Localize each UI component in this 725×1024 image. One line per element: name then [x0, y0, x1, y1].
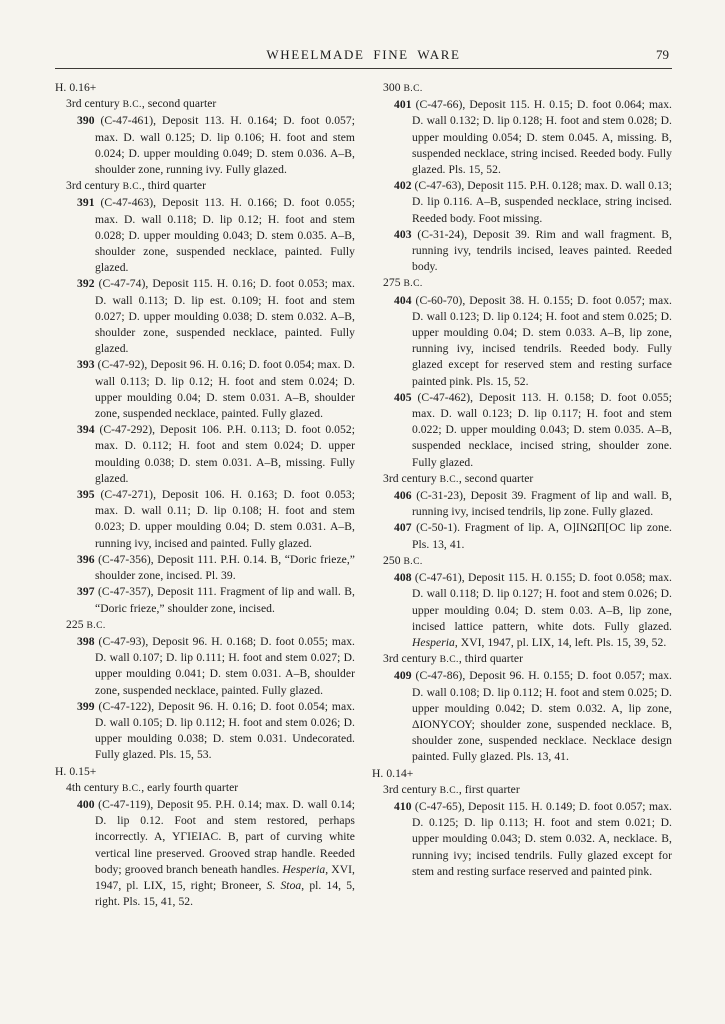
size-heading: H. 0.16+ — [55, 81, 97, 94]
entry-body: (C-31-24), Deposit 39. Rim and wall fragment. B, running ivy, tendrils incised, leaves painted. Reeded body. — [412, 227, 673, 274]
entry-number: 404 — [394, 293, 412, 307]
catalog-entry-396 — [55, 552, 355, 584]
entry-body: (C-47-462), Deposit 113. H. 0.158; D. foot 0.055; max. D. wall 0.123; D. lip 0.117; H. foot and stem 0.022; D. upper moulding 0.043; D. stem 0.035. A–B, suspended necklace, incised string, shoulder zone. Fully glazed. — [412, 390, 672, 469]
entry-body: (C-47-357), Deposit 111. Fragment of lip and wall. B, “Doric frieze,” shoulder zone, incised. — [95, 585, 356, 615]
date-heading: 250 B.C. — [383, 553, 423, 567]
date-heading: 3rd century B.C., third quarter — [66, 179, 206, 193]
catalog-entry-394 — [55, 422, 355, 487]
entry-body: (C-47-61), Deposit 115. H. 0.155; D. foot 0.058; max. D. wall 0.118; D. lip 0.127; H. foot and stem 0.026; D. upper moulding 0.04; D. stem 0.03. A–B, lip zone, incised lattice pattern, white dots. Fully glazed. Hesperia, XVI, 1947, pl. LIX, 14, left. Pls. 15, 39, 52. — [412, 571, 672, 649]
entry-body: (C-47-93), Deposit 96. H. 0.168; D. foot 0.055; max. D. wall 0.107; D. lip 0.111; H. foot and stem 0.027; D. upper moulding 0.041; D. stem 0.031. A–B, shoulder zone, suspended necklace, painted. Fully glazed. — [95, 634, 355, 697]
catalog-entry-400 — [55, 797, 355, 910]
entry-body: (C-47-86), Deposit 96. H. 0.155; D. foot 0.057; max. D. wall 0.108; D. lip 0.112; H. foot and stem 0.025; D. upper moulding 0.042; D. stem 0.032. A, lip zone, ΔΙΟΝΥCΟΥ; shoulder zone, suspended necklace. B, shoulder zone, suspended necklace. Necklace design painted. Fully glazed. Pls. 13, 41. — [412, 669, 672, 764]
date-heading: 3rd century B.C., first quarter — [383, 782, 520, 796]
catalog-entry-407 — [372, 520, 672, 552]
entry-number: 409 — [394, 669, 412, 683]
text-columns — [55, 80, 672, 910]
entry-number: 400 — [77, 797, 95, 811]
catalog-entry-408 — [372, 570, 672, 651]
catalog-entry-409 — [372, 668, 672, 765]
date-heading: 3rd century B.C., second quarter — [66, 97, 217, 111]
entry-number: 391 — [77, 196, 95, 210]
entry-number: 406 — [394, 489, 412, 503]
entry-body: (C-47-271), Deposit 106. H. 0.163; D. foot 0.053; max. D. wall 0.11; D. lip 0.108; H. foot and stem 0.023; D. upper moulding 0.04; D. stem 0.031. A–B, running ivy, incised and painted. Fully glazed. — [95, 488, 355, 550]
entry-number: 394 — [77, 423, 95, 437]
catalog-entry-397 — [55, 584, 355, 616]
entry-body: (C-47-63), Deposit 115. P.H. 0.128; max. D. wall 0.13; D. lip 0.116. A–B, suspended necklace, string incised. Reeded body. Foot missing. — [412, 179, 672, 225]
date-heading: 3rd century B.C., second quarter — [383, 471, 534, 485]
entry-number: 396 — [77, 552, 95, 566]
page-title: WHEELMADE FINE WARE — [266, 47, 461, 62]
entry-number: 407 — [394, 521, 412, 535]
catalog-entry-398 — [55, 634, 355, 699]
date-heading: 3rd century B.C., third quarter — [383, 652, 523, 666]
entry-number: 405 — [394, 390, 412, 404]
entry-body: (C-47-292), Deposit 106. P.H. 0.113; D. foot 0.052; max. D. 0.112; H. foot and stem 0.024; D. upper moulding 0.038; D. stem 0.031. A–B, missing. Fully glazed. — [95, 423, 355, 485]
entry-number: 395 — [77, 488, 95, 502]
catalog-entry-391 — [55, 195, 355, 276]
entry-body: (C-47-66), Deposit 115. H. 0.15; D. foot 0.064; max. D. wall 0.132; D. lip 0.128; H. foot and stem 0.028; D. upper moulding 0.054; D. stem 0.045. A, missing. B, suspended necklace, string incised. Reeded body. Fully glazed. Pls. 15, 52. — [412, 98, 673, 177]
entry-number: 397 — [77, 585, 95, 599]
catalog-entry-406 — [372, 488, 672, 520]
catalog-entry-395 — [55, 487, 355, 552]
size-heading: H. 0.15+ — [55, 764, 97, 778]
entry-number: 410 — [394, 799, 412, 813]
catalog-entry-401 — [372, 97, 672, 178]
catalog-entry-403 — [372, 227, 672, 276]
entry-number: 402 — [394, 179, 412, 193]
entry-body: (C-47-461), Deposit 113. H. 0.164; D. foot 0.057; max. D. wall 0.125; D. lip 0.106; H. foot and stem 0.024; D. upper moulding 0.049; D. stem 0.036. A–B, shoulder zone, running ivy. Fully glazed. — [95, 114, 355, 177]
entry-body: (C-47-122), Deposit 96. H. 0.16; D. foot 0.054; max. D. wall 0.105; D. lip 0.112; H. foot and stem 0.026; D. upper moulding 0.038; D. stem 0.031. Undecorated. Fully glazed. Pls. 15, 53. — [95, 699, 355, 762]
date-heading: 225 B.C. — [66, 617, 106, 631]
catalog-entry-402 — [372, 178, 672, 227]
running-head — [55, 47, 672, 64]
date-heading: 300 B.C. — [383, 81, 423, 94]
entry-body: (C-50-1). Fragment of lip. A, Ο]ΙΝΩΠ[ΟC lip zone. Pls. 13, 41. — [412, 521, 672, 551]
entry-number: 393 — [77, 358, 95, 372]
entry-body: (C-47-463), Deposit 113. H. 0.166; D. foot 0.055; max. D. wall 0.118; D. lip 0.12; H. foot and stem 0.028; D. upper moulding 0.043; D. stem 0.035. A–B, shoulder zone, suspended necklace, painted. Fully glazed. — [95, 196, 355, 275]
entry-body: (C-60-70), Deposit 38. H. 0.155; D. foot 0.057; max. D. wall 0.123; D. lip 0.124; H. foot and stem 0.025; D. upper moulding 0.04; D. stem 0.033. A–B, lip zone, running ivy, incised tendrils. Reeded body. Fully glazed except for reserved stem and resting surface painted pink. Pls. 15, 52. — [412, 293, 672, 388]
catalog-entry-399 — [55, 699, 355, 764]
catalog-entry-405 — [372, 390, 672, 471]
entry-number: 390 — [77, 114, 95, 128]
column-left — [55, 80, 355, 910]
date-heading: 4th century B.C., early fourth quarter — [66, 780, 239, 794]
entry-number: 399 — [77, 699, 95, 713]
catalog-entry-390 — [55, 113, 355, 178]
date-heading: 275 B.C. — [383, 276, 423, 290]
entry-number: 392 — [77, 277, 95, 291]
entry-number: 401 — [394, 98, 412, 112]
catalog-entry-404 — [372, 293, 672, 390]
catalog-entry-392 — [55, 276, 355, 357]
entry-number: 408 — [394, 571, 412, 585]
column-right — [372, 80, 672, 910]
page-number: 79 — [656, 47, 669, 62]
entry-body: (C-47-119), Deposit 95. P.H. 0.14; max. D. wall 0.14; D. lip 0.12. Foot and stem restored, perhaps incorrectly. A, ΥΓΙΕΙΑC. B, part of curving white vertical line preserved. Grooved strap handle. Reeded body; grooved branch beneath handles. Hesperia, XVI, 1947, pl. LIX, 15, right; Broneer, S. Stoa, pl. 14, 5, right. Pls. 15, 41, 52. — [95, 797, 355, 909]
entry-body: (C-47-65), Deposit 115. H. 0.149; D. foot 0.057; max. D. 0.125; D. lip 0.113; H. foot and stem 0.021; D. upper moulding 0.043; D. stem 0.032. A, necklace. B, running ivy; incised tendrils. Fully glazed except for stem and resting surface reserved and painted pink. — [412, 799, 672, 878]
size-heading: H. 0.14+ — [372, 766, 414, 780]
head-rule — [55, 68, 672, 69]
entry-number: 398 — [77, 634, 95, 648]
entry-body: (C-31-23), Deposit 39. Fragment of lip and wall. B, running ivy, incised tendrils, lip zone. Fully glazed. — [412, 489, 673, 519]
catalog-entry-393 — [55, 357, 355, 422]
entry-number: 403 — [394, 227, 412, 241]
entry-body: (C-47-356), Deposit 111. P.H. 0.14. B, “Doric frieze,” shoulder zone, incised. Pl. 39. — [95, 552, 355, 583]
entry-body: (C-47-92), Deposit 96. H. 0.16; D. foot 0.054; max. D. wall 0.113; D. lip 0.12; H. foot and stem 0.024; D. upper moulding 0.04; D. stem 0.031. A–B, shoulder zone, suspended necklace, painted. Fully glazed. — [95, 358, 355, 421]
entry-body: (C-47-74), Deposit 115. H. 0.16; D. foot 0.053; max. D. wall 0.113; D. lip est. 0.109; H. foot and stem 0.027; D. upper moulding 0.038; D. stem 0.032. A–B, shoulder zone, suspended necklace, painted. Fully glazed. — [95, 277, 356, 356]
catalog-entry-410 — [372, 799, 672, 880]
